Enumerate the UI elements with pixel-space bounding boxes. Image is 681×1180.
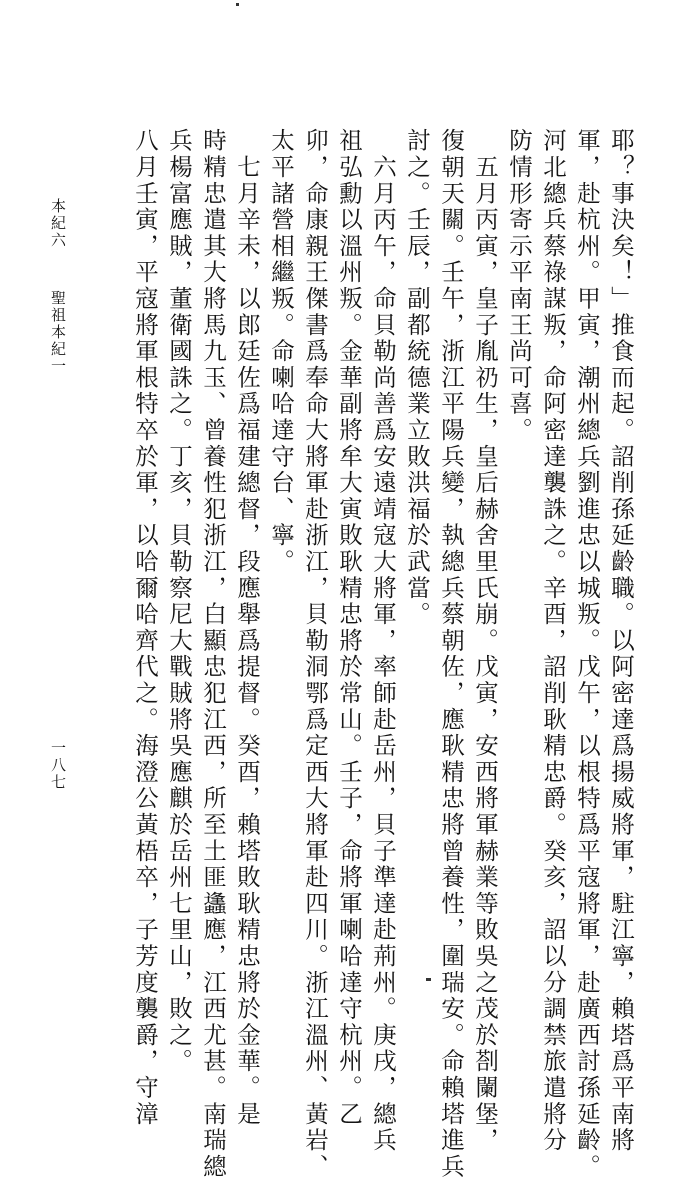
text-column-4: 防情形寄示平南王尚可喜。 bbox=[505, 128, 533, 444]
page-number: 一八七 bbox=[49, 740, 67, 791]
text-column-12: 七月辛未，以郎廷佐爲福建總督，段應舉爲提督。癸酉，賴塔敗耿精忠將於金華。是 bbox=[233, 128, 261, 1128]
scan-speck bbox=[236, 3, 239, 6]
text-column-9: 祖弘勳以溫州叛。金華副將牟大寅敗耿精忠將於常山。壬子，命將軍喇哈達守杭州。乙 bbox=[335, 128, 363, 1128]
volume-label: 本紀六 bbox=[49, 198, 67, 249]
text-column-6: 復朝天關。壬午，浙江平陽兵變，執總兵蔡朝佐，應耿精忠將曾養性，圍瑞安。命賴塔進兵 bbox=[437, 128, 465, 1180]
text-column-7: 討之。壬辰，副都統德業立敗洪福於武當。 bbox=[403, 128, 431, 628]
text-column-1: 耶？事決矣！」推食而起。詔削孫延齡職。以阿密達爲揚威將軍，駐江寧，賴塔爲平南將 bbox=[607, 128, 635, 1154]
text-column-13: 時精忠遣其大將馬九玉、曾養性犯浙江，白顯忠犯江西，所至土匪蠭應，江西尤甚。南瑞總 bbox=[199, 128, 227, 1180]
text-column-3: 河北總兵蔡祿謀叛，命阿密達襲誅之。辛酉，詔削耿精忠爵。癸亥，詔以分調禁旅遣將分 bbox=[539, 128, 567, 1154]
text-column-10: 卯，命康親王傑書爲奉命大將軍赴浙江，貝勒洞鄂爲定西大將軍赴四川。浙江溫州、黃岩、 bbox=[301, 128, 329, 1180]
section-label: 聖祖本紀一 bbox=[49, 290, 67, 375]
text-column-8: 六月丙午，命貝勒尚善爲安遠靖寇大將軍，率師赴岳州，貝子準達赴荊州。庚戌，總兵 bbox=[369, 128, 397, 1154]
text-column-2: 軍，赴杭州。甲寅，潮州總兵劉進忠以城叛。戊午，以根特爲平寇將軍，赴廣西討孫延齡。 bbox=[573, 128, 601, 1180]
text-column-14: 兵楊富應賊，董衛國誅之。丁亥，貝勒察尼大戰賊將吳應麒於岳州七里山，敗之。 bbox=[165, 128, 193, 1075]
text-column-5: 五月丙寅，皇子胤礽生，皇后赫舍里氏崩。戊寅，安西將軍赫業等敗吳之茂於剳闌堡， bbox=[471, 128, 499, 1154]
text-column-15: 八月壬寅，平寇將軍根特卒於軍，以哈爾哈齊代之。海澄公黃梧卒，子芳度襲爵，守漳 bbox=[131, 128, 159, 1128]
text-column-11: 太平諸營相繼叛。命喇哈達守台、寧。 bbox=[267, 128, 295, 576]
